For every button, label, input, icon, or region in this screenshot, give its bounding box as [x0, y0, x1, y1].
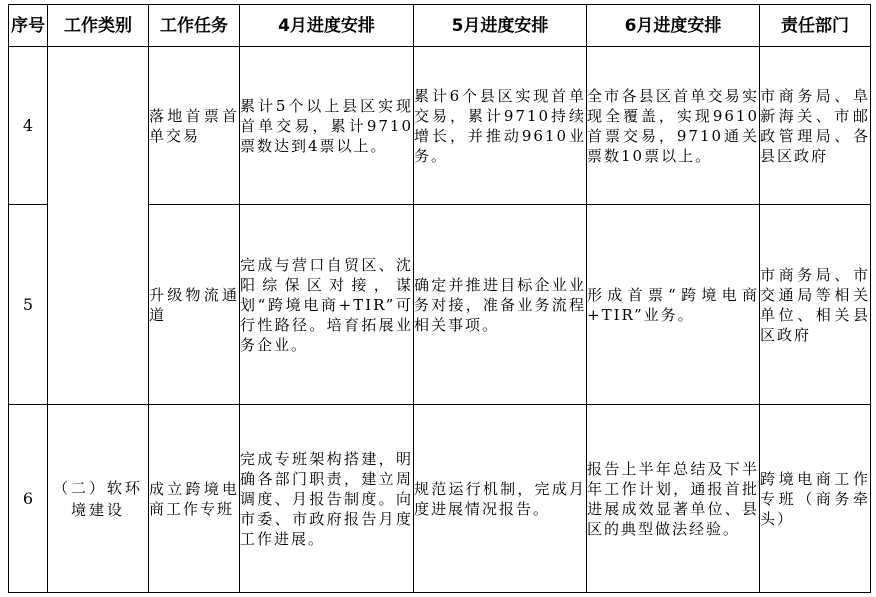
row-june-plan: 全市各县区首单交易实现全覆盖，实现9610首票交易，9710通关票数10票以上。: [587, 47, 760, 205]
header-row: [9, 5, 871, 47]
row-index: 6: [9, 405, 48, 593]
table-row: [9, 47, 871, 205]
row-task: 落地首票首单交易: [149, 47, 240, 205]
header-department: 责任部门: [760, 5, 871, 47]
row-june-plan: 报告上半年总结及下半年工作计划，通报首批进展成效显著单位、县区的典型做法经验。: [587, 405, 760, 593]
header-april: 4月进度安排: [240, 5, 414, 47]
progress-table: [8, 4, 871, 593]
header-category: 工作类别: [48, 5, 149, 47]
header-task: 工作任务: [149, 5, 240, 47]
row-april-plan: 完成专班架构搭建，明确各部门职责，建立周调度、月报告制度。向市委、市政府报告月度工作进展。: [240, 405, 414, 593]
row-may-plan: 累计6个县区实现首单交易，累计9710持续增长，并推动9610业务。: [414, 47, 587, 205]
row-task: 成立跨境电商工作专班: [149, 405, 240, 593]
row-category: （二）软环境建设: [48, 405, 149, 593]
row-may-plan: 确定并推进目标企业业务对接，准备业务流程相关事项。: [414, 205, 587, 405]
header-index: 序号: [9, 5, 48, 47]
table-row: [9, 405, 871, 593]
row-june-plan: 形成首票“跨境电商+TIR”业务。: [587, 205, 760, 405]
row-task: 升级物流通道: [149, 205, 240, 405]
row-april-plan: 累计5个以上县区实现首单交易，累计9710票数达到4票以上。: [240, 47, 414, 205]
row-index: 5: [9, 205, 48, 405]
row-category: [48, 47, 149, 405]
row-department: 市商务局、市交通局等相关单位、相关县区政府: [760, 205, 871, 405]
row-department: 市商务局、阜新海关、市邮政管理局、各县区政府: [760, 47, 871, 205]
row-april-plan: 完成与营口自贸区、沈阳综保区对接，谋划“跨境电商+TIR”可行性路径。培育拓展业务企业。: [240, 205, 414, 405]
row-index: 4: [9, 47, 48, 205]
row-may-plan: 规范运行机制，完成月度进展情况报告。: [414, 405, 587, 593]
header-may: 5月进度安排: [414, 5, 587, 47]
header-june: 6月进度安排: [587, 5, 760, 47]
row-department: 跨境电商工作专班（商务牵头）: [760, 405, 871, 593]
